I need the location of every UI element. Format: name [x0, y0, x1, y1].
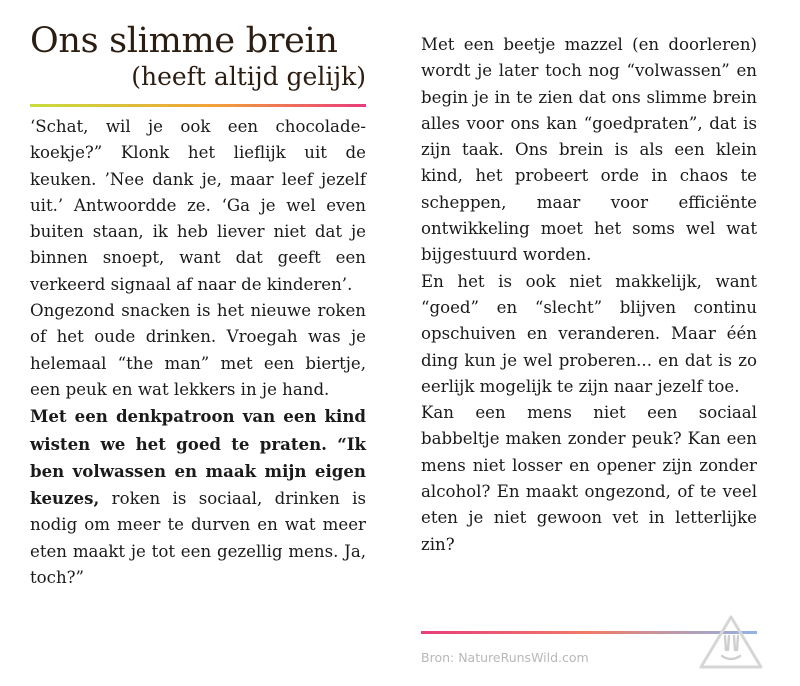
top-gradient-rule: [30, 104, 366, 107]
right-paragraph-2: En het is ook niet makkelijk, want “goed” en “slecht” blijven continu opschuiven en veranderen. Maar één ding kun je wel proberen... en dat is zo eerlijk mogelijk te zijn naar jezelf toe.: [421, 271, 757, 396]
left-paragraph-3-rest: roken is sociaal, drinken is nodig om meer te durven en wat meer eten maakt je tot een gezellig mens. Ja, toch?”: [30, 489, 366, 588]
left-paragraph-1: ‘Schat, wil je ook een chocolade-koekje?” Klonk het lieflijk uit de keuken. ’Nee dank je, maar leef jezelf uit.’ Antwoordde ze. ‘Ga je wel even buiten staan, ik heb liever niet dat je binnen snoept, want dat geeft een verkeerd signaal af naar de kinderen’.: [30, 117, 366, 294]
left-column: [30, 114, 366, 591]
source-credit: Bron: NatureRunsWild.com: [421, 650, 589, 665]
page-title: Ons slimme brein: [30, 21, 338, 61]
warning-triangle-icon: [698, 614, 764, 670]
page-subtitle: (heeft altijd gelijk): [131, 62, 366, 91]
left-paragraph-3: [30, 403, 366, 591]
right-column: [421, 32, 757, 558]
title-block: [30, 20, 366, 92]
right-paragraph-3: Kan een mens niet een sociaal babbeltje maken zonder peuk? Kan een mens niet losser en opener zijn zonder alcohol? En maakt ongezond, of te veel eten je niet gewoon vet in letterlijke zin?: [421, 403, 757, 554]
right-paragraph-1: Met een beetje mazzel (en doorleren) wordt je later toch nog “volwassen” en begin je in te zien dat ons slimme brein alles voor ons kan “goedpraten”, dat is zijn taak. Ons brein is als een klein kind, het probeert orde in chaos te scheppen, maar voor efficiënte ontwikkeling moet het soms wel wat bijgestuurd worden.: [421, 35, 757, 265]
left-paragraph-3-bold: Met een denkpatroon van een kind wisten we het goed te praten. “Ik ben volwassen en maak mijn eigen keuzes,: [30, 406, 366, 509]
left-paragraph-2: Ongezond snacken is het nieuwe roken of het oude drinken. Vroegah was je helemaal “the man” met een biertje, een peuk en wat lekkers in je hand.: [30, 301, 366, 399]
